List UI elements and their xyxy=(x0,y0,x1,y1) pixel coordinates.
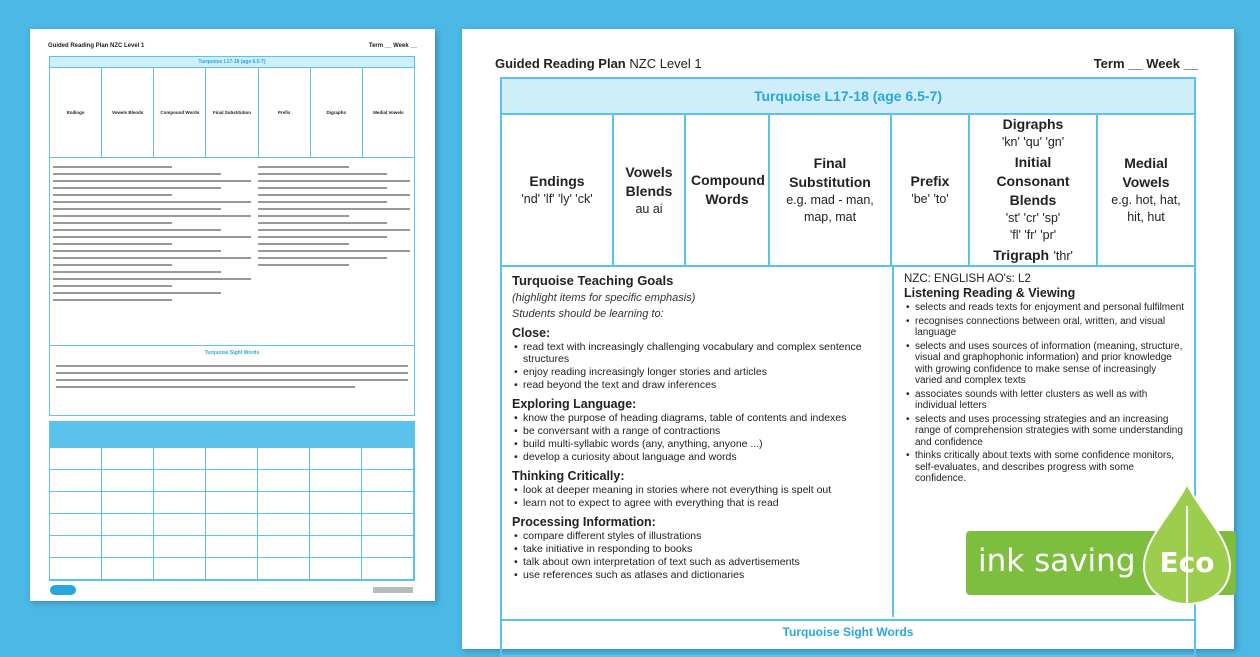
twinkl-logo-icon xyxy=(50,585,76,595)
preview-col: Digraphs xyxy=(311,68,363,157)
level-banner: Turquoise L17-18 (age 6.5-7) xyxy=(502,79,1194,115)
goal-item: • enjoy reading increasingly longer stories and articles xyxy=(514,366,882,378)
doc-title: Guided Reading Plan NZC Level 1 xyxy=(495,56,702,71)
goal-item: • develop a curiosity about language and words xyxy=(514,451,882,463)
eco-label: Eco xyxy=(1159,546,1215,579)
doc-header xyxy=(495,56,1198,71)
preview-group-grid xyxy=(49,421,415,581)
col-endings: Endings 'nd' 'lf' 'ly' 'ck' xyxy=(502,115,614,265)
preview-col: Medial Vowels xyxy=(373,110,404,115)
preview-col: Prefix xyxy=(259,68,311,157)
goal-item: • look at deeper meaning in stories where not everything is spelt out xyxy=(514,484,882,496)
goal-item: • use references such as atlases and dictionaries xyxy=(514,569,882,581)
nzc-item: • selects and uses processing strategies and an increasing range of comprehension strategies with some understanding and confidence xyxy=(906,414,1186,449)
footer-url xyxy=(373,587,413,593)
preview-term: Term __ Week __ xyxy=(368,43,417,49)
preview-col: Final Substitution xyxy=(206,68,258,157)
goal-item: • know the purpose of heading diagrams, table of contents and indexes xyxy=(514,412,882,424)
col-medial-vowels: Medial Vowels e.g. hot, hat, hit, hut xyxy=(1111,155,1181,224)
goal-item: • compare different styles of illustrations xyxy=(514,530,882,542)
preview-col: Vowels Blends xyxy=(102,68,154,157)
eco-leaf-icon xyxy=(1142,484,1232,610)
goal-item: • be conversant with a range of contractions xyxy=(514,425,882,437)
preview-sheet[interactable] xyxy=(30,29,435,601)
col-prefix: Prefix 'be' 'to' xyxy=(892,115,970,265)
section-processing-information: Processing Information: xyxy=(512,515,656,529)
nzc-subtitle: Listening Reading & Viewing xyxy=(904,286,1076,300)
sight-words-title: Turquoise Sight Words xyxy=(502,619,1194,639)
goal-item: • talk about own interpretation of text such as advertisements xyxy=(514,556,882,568)
goals-title: Turquoise Teaching Goals xyxy=(512,273,674,288)
col-digraphs: Digraphs 'kn' 'qu' 'gn' Initial Consonant Blends 'st' 'cr' 'sp' 'fl' 'fr' 'pr' Trigraph 'thr' xyxy=(970,115,1098,265)
goals-note: Students should be learning to: xyxy=(512,308,664,320)
skill-columns xyxy=(502,115,1194,267)
goal-item: • learn not to expect to agree with everything that is read xyxy=(514,497,882,509)
nzc-item: • associates sounds with letter clusters as well as with individual letters xyxy=(906,389,1186,412)
goals-note: (highlight items for specific emphasis) xyxy=(512,292,696,304)
ink-saving-label: ink saving xyxy=(978,543,1136,579)
goal-item: • read text with increasingly challenging vocabulary and complex sentence structures xyxy=(514,341,882,365)
nzc-item: • thinks critically about texts with some confidence monitors, self-evaluates, and describes progress with some confidence. xyxy=(906,450,1186,485)
preview-sight-lines xyxy=(56,360,408,393)
preview-plan-box xyxy=(49,56,415,416)
section-close: Close: xyxy=(512,326,551,340)
col-compound-words: Compound Words xyxy=(686,115,770,265)
preview-col: Compound Words xyxy=(154,68,206,157)
preview-header xyxy=(48,43,417,49)
col-final-substitution: Final Substitution e.g. mad - man, map, mat xyxy=(770,115,892,265)
nzc-outcomes xyxy=(896,267,1194,491)
nzc-item: • recognises connections between oral, written, and visual language xyxy=(906,316,1186,339)
goal-item: • read beyond the text and draw inferences xyxy=(514,379,882,391)
nzc-item: • selects and reads texts for enjoyment and personal fulfilment xyxy=(906,302,1186,314)
nzc-item: • selects and uses sources of information (meaning, structure, visual and graphophonic information) and prior knowledge with growing confidence to make sense of increasingly varied and complex texts xyxy=(906,341,1186,387)
term-week: Term __ Week __ xyxy=(1093,56,1198,71)
preview-col: Endings xyxy=(50,68,102,157)
section-thinking-critically: Thinking Critically: xyxy=(512,469,625,483)
col-vowels-blends: Vowels Blends au ai xyxy=(614,115,686,265)
goal-item: • take initiative in responding to books xyxy=(514,543,882,555)
preview-columns xyxy=(50,68,414,158)
nzc-title: NZC: ENGLISH AO's: L2 xyxy=(904,273,1031,285)
preview-banner: Turquoise L17-18 (age 6.5-7) xyxy=(50,57,414,68)
preview-nzc-text xyxy=(258,161,410,271)
preview-title: Guided Reading Plan NZC Level 1 xyxy=(48,43,145,49)
section-exploring-language: Exploring Language: xyxy=(512,397,637,411)
preview-sight-words xyxy=(50,345,414,417)
preview-sight-title: Turquoise Sight Words xyxy=(204,350,260,356)
preview-goals-text xyxy=(53,161,251,306)
goal-item: • build multi-syllabic words (any, anything, anyone ...) xyxy=(514,438,882,450)
teaching-goals xyxy=(502,267,894,617)
